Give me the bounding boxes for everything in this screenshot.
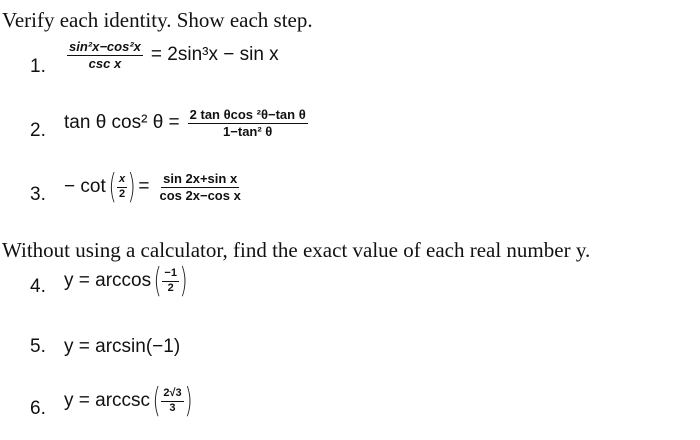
section1-heading: Verify each identity. Show each step.	[2, 8, 313, 32]
item-2-number: 2.	[30, 120, 46, 141]
item-3-numerator: sin 2x+sin x	[163, 170, 238, 186]
item-4-arg-bottom: 2	[167, 281, 174, 294]
item-6-arg-bottom: 3	[169, 401, 176, 414]
item-6-expression: y = arccsc	[64, 390, 151, 411]
item-6-argument	[161, 388, 183, 414]
item-2-lhs: tan θ cos² θ =	[64, 112, 180, 134]
item-1-denominator: csc x	[88, 55, 122, 71]
item-6-number: 6.	[30, 398, 46, 419]
item-6-arg-top: 2√3	[161, 388, 183, 402]
item-2-fraction	[188, 108, 308, 138]
item-4-expression: y = arccos	[64, 270, 152, 291]
item-3-argument	[117, 174, 127, 200]
item-5-number: 5.	[30, 336, 46, 357]
item-1-fraction	[67, 40, 143, 70]
item-5-expression: y = arcsin(−1)	[64, 336, 181, 357]
item-3-lhs: − cot	[64, 176, 106, 197]
item-1-equation	[64, 40, 279, 70]
item-1-rhs: = 2sin³x − sin x	[150, 44, 279, 66]
item-2-denominator: 1−tan² θ	[223, 123, 273, 139]
right-paren: )	[184, 381, 193, 421]
item-1-number: 1.	[30, 56, 46, 77]
item-1-numerator: sin²x−cos²x	[69, 39, 141, 54]
item-2-equation	[64, 108, 311, 138]
left-paren: (	[153, 261, 162, 301]
item-2-numerator: 2 tan θcos ²θ−tan θ	[189, 107, 306, 122]
item-3-number: 3.	[30, 184, 46, 205]
item-4-argument	[162, 268, 179, 294]
left-paren: (	[152, 381, 161, 421]
left-paren: (	[108, 167, 117, 207]
item-4-equation	[64, 261, 190, 301]
item-3-denominator: cos 2x−cos x	[159, 187, 241, 203]
item-5-equation	[64, 336, 180, 358]
item-6-equation	[64, 381, 195, 421]
item-3-equals: =	[138, 176, 150, 197]
item-3-fraction	[158, 172, 243, 202]
item-4-number: 4.	[30, 276, 46, 297]
item-4-arg-top: −1	[162, 268, 179, 282]
right-paren: )	[179, 261, 188, 301]
item-3-arg-top: x	[117, 174, 127, 188]
item-3-arg-bottom: 2	[119, 187, 126, 200]
section2-heading: Without using a calculator, find the exact value of each real number y.	[2, 238, 591, 262]
right-paren: )	[127, 167, 136, 207]
item-3-equation	[64, 167, 246, 207]
